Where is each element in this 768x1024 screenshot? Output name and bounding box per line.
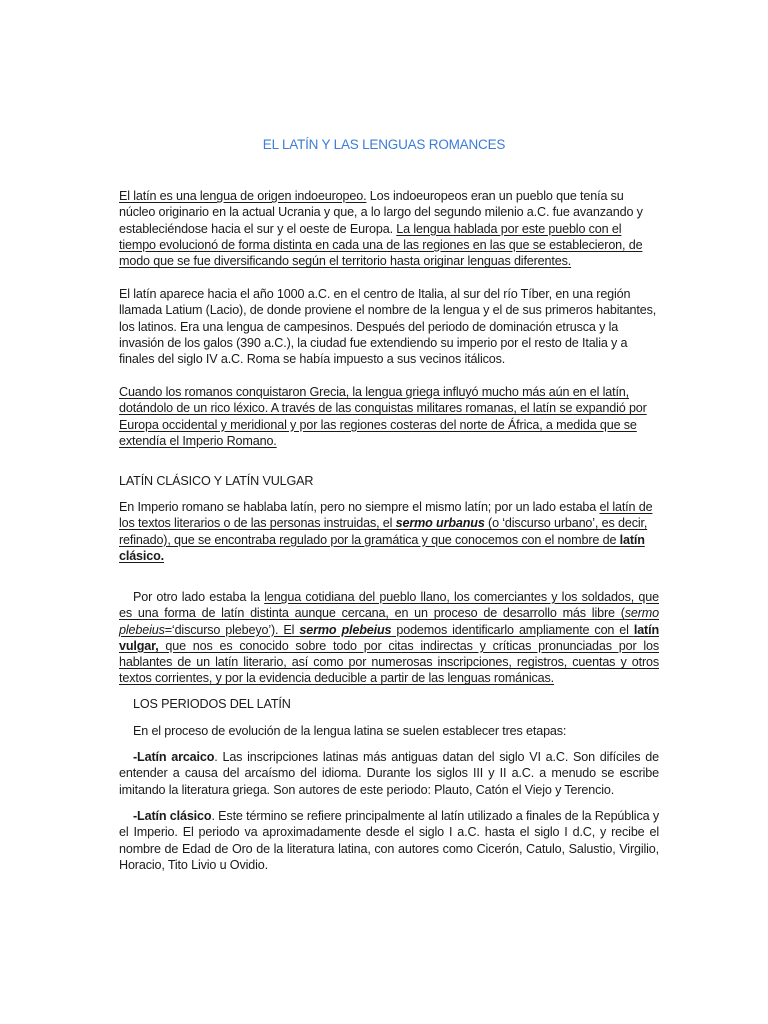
paragraph-archaic-latin xyxy=(119,749,659,798)
text-span: -Latín arcaico xyxy=(133,750,215,764)
paragraph-text: El latín aparece hacia el año 1000 a.C. en el centro de Italia, al sur del río Tíber, en una región llamada Latium (Lacio), de donde proviene el nombre de la lengua y el de sus primeros habitantes, los latinos. Era una lengua de campesinos. Después del periodo de dominación etrusca y la invasión de los galos (390 a.C.), la ciudad fue extendiendo su imperio por el resto de Italia y a finales del siglo IV a.C. Roma se había impuesto a sus vecinos itálicos. xyxy=(119,287,657,367)
text-span: En Imperio romano se hablaba latín, pero no siempre el mismo latín; por un lado estaba xyxy=(119,500,600,514)
text-span: sermo urbanus xyxy=(395,516,485,531)
paragraph-latium xyxy=(119,286,659,367)
paragraph-text: En el proceso de evolución de la lengua latina se suelen establecer tres etapas: xyxy=(133,724,567,738)
text-span: -Latín clásico xyxy=(133,809,212,823)
paragraph-sermo-plebeius xyxy=(119,589,659,687)
paragraph-greece xyxy=(119,384,659,449)
text-span: =‘discurso plebeyo’). El xyxy=(164,622,300,637)
paragraph-sermo-urbanus xyxy=(119,499,659,564)
text-span: . Las inscripciones latinas más antiguas datan del siglo VI a.C. Son difíciles de entender a causa del arcaísmo del idioma. Durante los siglos III y II a.C. a menudo se escribe imitando la literatura griega. Son autores de este periodo: Plauto, Catón el Viejo y Terencio. xyxy=(119,750,659,797)
paragraph-classic-latin xyxy=(119,808,659,873)
text-span: . Este término se refiere principalmente al latín utilizado a finales de la República y el Imperio. El periodo va aproximadamente desde el siglo I a.C. hasta el siglo I d.C, y recibe el nombre de Edad de Oro de la literatura latina, con autores como Cicerón, Catulo, Salustio, Virgilio, Horacio, Tito Livio u Ovidio. xyxy=(119,809,659,872)
section-heading-periods: LOS PERIODOS DEL LATÍN xyxy=(133,697,291,711)
document-title: EL LATÍN Y LAS LENGUAS ROMANCES xyxy=(262,137,506,152)
text-span: (o ‘discurso urbano’, es decir, refinado), que se encontraba regulado por la gramática y que conocemos con el nombre de xyxy=(119,516,648,547)
text-span: El latín es una lengua de origen indoeuropeo. xyxy=(119,189,367,203)
paragraph-stages-intro xyxy=(119,723,659,739)
text-span: latín clásico. xyxy=(119,532,645,563)
section-heading-classic-vulgar: LATÍN CLÁSICO Y LATÍN VULGAR xyxy=(119,474,314,488)
text-span: sermo plebeius xyxy=(299,622,392,637)
text-span: que nos es conocido sobre todo por citas indirectas y críticas pronunciadas por los hablantes de un latín literario, así como por numerosas inscripciones, registros, cuentas y otros textos corrientes, y por la evidencia deducible a partir de las lenguas románicas. xyxy=(119,638,659,686)
paragraph-text: Cuando los romanos conquistaron Grecia, la lengua griega influyó mucho más aún en el latín, dotándolo de un rico léxico. A través de las conquistas militares romanas, el latín se expandió por Europa occidental y meridional y por las regiones costeras del norte de África, a medida que se extendía el Imperio Romano. xyxy=(119,385,647,448)
text-span: sermo plebeius xyxy=(119,606,659,637)
text-span: lengua cotidiana del pueblo llano, los comerciantes y los soldados, que es una forma de latín distinta aunque cercana, en un proceso de desarrollo más libre ( xyxy=(119,590,659,621)
text-span: La lengua hablada por este pueblo con el tiempo evolucionó de forma distinta en cada una de las regiones en las que se establecieron, de modo que se fue diversificando según el territorio hasta originar lenguas diferentes. xyxy=(119,221,643,269)
text-span: Los indoeuropeos eran un pueblo que tenía su núcleo originario en la actual Ucrania y que, a lo largo del segundo milenio a.C. fue avanzando y estableciéndose hacia el sur y el oeste de Europa. xyxy=(119,189,643,236)
text-span: latín vulgar, xyxy=(119,622,659,653)
text-span: podemos identificarlo ampliamente con el xyxy=(391,622,634,637)
text-span: Por otro lado estaba la xyxy=(133,590,265,604)
paragraph-origin xyxy=(119,188,659,269)
text-span: el latín de los textos literarios o de las personas instruidas, el xyxy=(119,500,653,531)
